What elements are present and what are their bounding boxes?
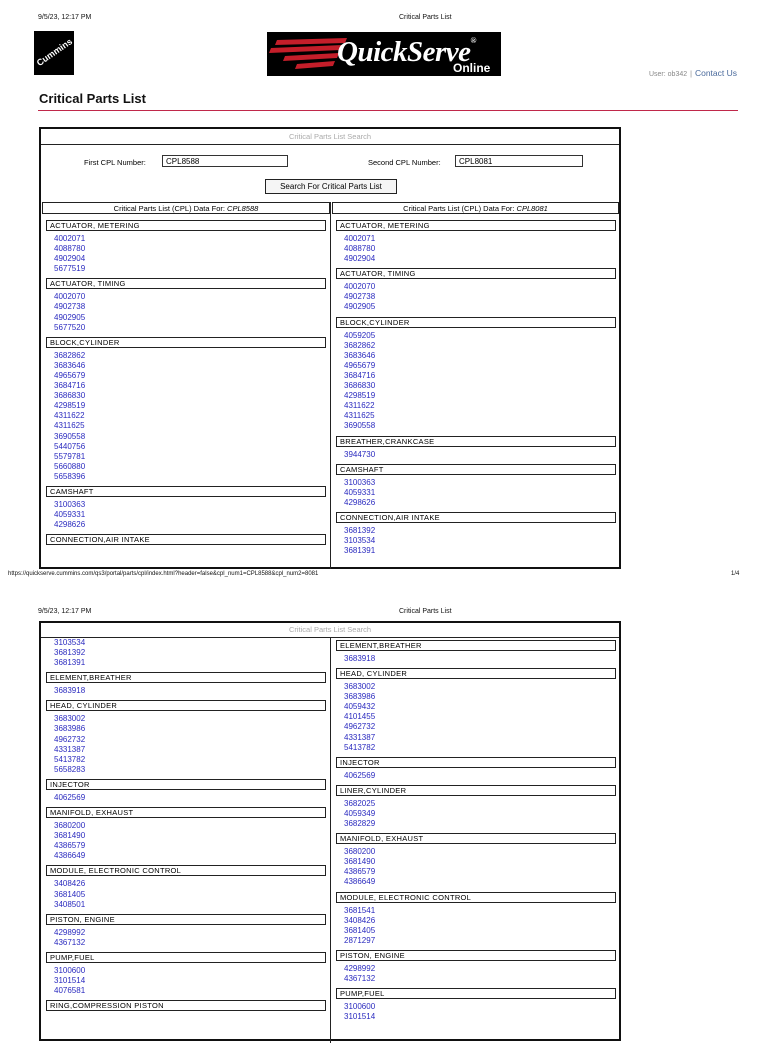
part-number-link[interactable]: 4386579	[344, 867, 376, 877]
right-cpl-list-page2	[336, 637, 616, 1023]
part-list	[46, 497, 326, 531]
part-number-link[interactable]: 3690558	[344, 421, 376, 431]
category-header: ACTUATOR, TIMING	[336, 268, 616, 279]
part-number-link[interactable]: 5440756	[54, 441, 86, 451]
quickserve-logo-text: QuickServe	[337, 36, 471, 68]
part-number-link[interactable]: 3681391	[344, 546, 376, 556]
part-number-link[interactable]: 3100363	[344, 477, 376, 487]
part-number-link[interactable]: 4902904	[54, 254, 86, 264]
part-number-link[interactable]: 4059205	[344, 330, 376, 340]
part-number-link[interactable]: 4298626	[54, 520, 86, 530]
part-number-link[interactable]: 4311622	[54, 411, 85, 421]
part-number-link[interactable]: 4386579	[54, 841, 86, 851]
part-number-link[interactable]: 4962732	[54, 734, 86, 744]
part-number-link[interactable]: 3408426	[54, 879, 86, 889]
cummins-logo[interactable]	[34, 31, 74, 75]
search-cpl-button[interactable]: Search For Critical Parts List	[265, 179, 397, 194]
part-number-link[interactable]: 4002070	[54, 292, 86, 302]
column-divider	[330, 202, 331, 569]
part-number-link[interactable]: 4298519	[344, 391, 376, 401]
column-header-prefix: Critical Parts List (CPL) Data For:	[403, 204, 515, 213]
part-list	[46, 925, 326, 949]
left-cpl-number: CPL8588	[227, 204, 259, 213]
search-frame-title-page2: Critical Parts List Search	[41, 623, 619, 638]
part-number-link[interactable]: 3100363	[54, 499, 86, 509]
category-header: HEAD, CYLINDER	[336, 668, 616, 679]
part-number-link[interactable]: 3103534	[54, 638, 86, 647]
part-list	[336, 679, 616, 754]
part-number-link[interactable]: 3680200	[344, 847, 376, 857]
part-number-link[interactable]: 3683986	[344, 692, 376, 702]
part-number-link[interactable]: 3100600	[54, 965, 86, 975]
part-number-link[interactable]: 4059349	[344, 808, 376, 818]
part-number-link[interactable]: 3682829	[344, 819, 376, 829]
part-number-link[interactable]: 4088780	[344, 244, 376, 254]
part-number-link[interactable]: 4076581	[54, 986, 86, 996]
part-list	[46, 818, 326, 862]
part-number-link[interactable]: 4902904	[344, 254, 376, 264]
right-cpl-list	[336, 217, 616, 557]
left-cpl-list-continued	[46, 637, 326, 1011]
cpl-search-frame	[39, 127, 621, 569]
category-header: BREATHER,CRANKCASE	[336, 436, 616, 447]
part-list	[336, 447, 616, 461]
right-cpl-number: CPL8081	[516, 204, 548, 213]
contact-us-link[interactable]: Contact Us	[694, 68, 737, 78]
part-number-link[interactable]: 4902905	[54, 312, 86, 322]
column-divider-page2	[330, 637, 331, 1043]
user-label: User: ob342	[648, 71, 688, 78]
part-list	[336, 796, 616, 830]
part-number-link[interactable]: 4002071	[344, 234, 376, 243]
part-number-link[interactable]: 3944730	[344, 449, 376, 459]
part-list	[46, 348, 326, 483]
part-number-link[interactable]: 3681392	[344, 525, 376, 535]
part-number-link[interactable]: 4059331	[54, 510, 86, 520]
part-list	[336, 999, 616, 1023]
part-number-link[interactable]: 4386649	[344, 877, 376, 887]
part-number-link[interactable]: 3682862	[54, 350, 86, 360]
quickserve-online-logo[interactable]	[267, 32, 501, 76]
part-number-link[interactable]: 4298626	[344, 497, 376, 507]
category-header: BLOCK,CYLINDER	[336, 317, 616, 328]
part-list	[46, 711, 326, 776]
part-number-link[interactable]: 5660880	[54, 461, 86, 471]
part-list	[336, 903, 616, 947]
part-list	[336, 844, 616, 888]
category-header: MODULE, ELECTRONIC CONTROL	[336, 892, 616, 903]
category-header: HEAD, CYLINDER	[46, 700, 326, 711]
page-number: 1/4	[731, 571, 740, 577]
registered-mark: ®	[470, 36, 477, 45]
category-header: ELEMENT,BREATHER	[46, 672, 326, 683]
part-number-link[interactable]: 5658396	[54, 471, 86, 481]
part-number-link[interactable]: 4059331	[344, 487, 376, 497]
part-list	[336, 651, 616, 665]
category-header: CONNECTION,AIR INTAKE	[336, 512, 616, 523]
part-number-link[interactable]: 4059432	[344, 702, 376, 712]
part-number-link[interactable]: 3682862	[344, 340, 376, 350]
print-datetime-page2: 9/5/23, 12:17 PM	[38, 608, 92, 615]
part-number-link[interactable]: 3680200	[54, 821, 86, 831]
category-header: CAMSHAFT	[46, 486, 326, 497]
part-list	[46, 963, 326, 997]
print-title-page2: Critical Parts List	[399, 608, 452, 615]
part-number-link[interactable]: 2871297	[344, 935, 376, 945]
continued-part-list	[46, 637, 326, 669]
first-cpl-label: First CPL Number:	[84, 158, 146, 167]
part-number-link[interactable]: 4386649	[54, 851, 86, 861]
part-number-link[interactable]: 5579781	[54, 451, 86, 461]
part-list	[336, 231, 616, 265]
part-list	[336, 279, 616, 313]
part-list	[336, 475, 616, 509]
part-list	[46, 876, 326, 910]
part-number-link[interactable]: 4062569	[54, 792, 86, 802]
category-header: ACTUATOR, METERING	[336, 220, 616, 231]
part-number-link[interactable]: 5677519	[54, 264, 86, 274]
part-number-link[interactable]: 3683918	[344, 654, 376, 663]
part-number-link[interactable]: 3681391	[54, 658, 86, 668]
part-number-link[interactable]: 3682025	[344, 798, 376, 808]
part-number-link[interactable]: 3101514	[344, 1012, 376, 1022]
part-number-link[interactable]: 3681405	[54, 889, 86, 899]
part-number-link[interactable]: 4902738	[54, 302, 86, 312]
part-number-link[interactable]: 3683646	[54, 360, 86, 370]
first-cpl-input[interactable]	[162, 155, 288, 167]
part-number-link[interactable]: 4902905	[344, 302, 376, 312]
part-number-link[interactable]: 3683646	[344, 350, 376, 360]
part-number-link[interactable]: 4298519	[54, 401, 86, 411]
category-header: PISTON, ENGINE	[336, 950, 616, 961]
category-header: BLOCK,CYLINDER	[46, 337, 326, 348]
print-datetime: 9/5/23, 12:17 PM	[38, 14, 92, 21]
category-header: PISTON, ENGINE	[46, 914, 326, 925]
category-header: ACTUATOR, TIMING	[46, 278, 326, 289]
category-header: PUMP,FUEL	[336, 988, 616, 999]
part-number-link[interactable]: 5413782	[344, 742, 376, 752]
part-number-link[interactable]: 4298992	[54, 927, 86, 937]
print-title: Critical Parts List	[399, 14, 452, 21]
second-cpl-input[interactable]	[455, 155, 583, 167]
category-header: RING,COMPRESSION PISTON	[46, 1000, 326, 1011]
category-header: PUMP,FUEL	[46, 952, 326, 963]
second-cpl-label: Second CPL Number:	[368, 158, 441, 167]
part-number-link[interactable]: 5413782	[54, 754, 86, 764]
part-number-link[interactable]: 5677520	[54, 322, 86, 332]
left-column-header	[42, 202, 330, 214]
part-number-link[interactable]: 4902738	[344, 292, 376, 302]
category-header: INJECTOR	[336, 757, 616, 768]
title-divider	[38, 110, 738, 111]
category-header: CONNECTION,AIR INTAKE	[46, 534, 326, 545]
part-number-link[interactable]: 3408426	[344, 915, 376, 925]
part-number-link[interactable]: 3100600	[344, 1002, 376, 1012]
left-cpl-list	[46, 217, 326, 545]
part-number-link[interactable]: 5658283	[54, 764, 86, 774]
part-number-link[interactable]: 3101514	[54, 975, 86, 985]
category-header: LINER,CYLINDER	[336, 785, 616, 796]
part-number-link[interactable]: 4311625	[54, 421, 85, 431]
part-number-link[interactable]: 4002071	[54, 234, 86, 243]
page-title: Critical Parts List	[39, 91, 146, 106]
part-number-link[interactable]: 4311625	[344, 411, 375, 421]
right-column-header	[332, 202, 619, 214]
category-header: CAMSHAFT	[336, 464, 616, 475]
part-number-link[interactable]: 4298992	[344, 963, 376, 973]
part-list	[336, 961, 616, 985]
search-frame-title: Critical Parts List Search	[41, 129, 619, 145]
part-number-link[interactable]: 4965679	[344, 360, 376, 370]
part-list	[336, 768, 616, 782]
part-number-link[interactable]: 4002070	[344, 282, 376, 292]
part-number-link[interactable]: 3686830	[54, 391, 86, 401]
online-logo-text: Online	[453, 61, 491, 75]
part-number-link[interactable]: 4331387	[344, 732, 376, 742]
category-header: MANIFOLD, EXHAUST	[336, 833, 616, 844]
part-number-link[interactable]: 3681490	[54, 831, 86, 841]
part-number-link[interactable]: 4965679	[54, 370, 86, 380]
cpl-search-frame-page2	[39, 621, 621, 1041]
part-number-link[interactable]: 4088780	[54, 244, 86, 254]
part-number-link[interactable]: 3683002	[54, 714, 86, 724]
part-number-link[interactable]: 3686830	[344, 381, 376, 391]
part-list	[336, 328, 616, 433]
part-number-link[interactable]: 3408501	[54, 899, 86, 909]
category-header: ELEMENT,BREATHER	[336, 640, 616, 651]
part-list	[46, 289, 326, 333]
print-url: https://quickserve.cummins.com/qs3/portal/parts/cpl/index.html?header=false&cpl_num1=CPL8588&cpl_num2=8081	[8, 571, 319, 577]
part-number-link[interactable]: 3683986	[54, 724, 86, 734]
part-number-link[interactable]: 4101455	[344, 712, 376, 722]
part-number-link[interactable]: 4962732	[344, 722, 376, 732]
category-header: MODULE, ELECTRONIC CONTROL	[46, 865, 326, 876]
cummins-logo-text: Cummins	[34, 36, 74, 69]
part-number-link[interactable]: 3681541	[344, 905, 376, 915]
part-number-link[interactable]: 3681405	[344, 925, 376, 935]
category-header: INJECTOR	[46, 779, 326, 790]
part-number-link[interactable]: 3681392	[54, 648, 86, 658]
part-number-link[interactable]: 3690558	[54, 431, 86, 441]
part-number-link[interactable]: 3684716	[344, 370, 376, 380]
part-list	[336, 523, 616, 557]
category-header: MANIFOLD, EXHAUST	[46, 807, 326, 818]
part-list	[46, 683, 326, 697]
part-number-link[interactable]: 3684716	[54, 381, 86, 391]
part-number-link[interactable]: 4311622	[344, 401, 375, 411]
part-number-link[interactable]: 3683002	[344, 682, 376, 692]
user-separator: |	[690, 71, 692, 78]
part-number-link[interactable]: 3683918	[54, 686, 86, 696]
user-bar	[649, 68, 737, 78]
part-number-link[interactable]: 4367132	[54, 937, 86, 947]
part-number-link[interactable]: 4331387	[54, 744, 86, 754]
part-number-link[interactable]: 4062569	[344, 770, 376, 780]
part-number-link[interactable]: 4367132	[344, 973, 376, 983]
part-number-link[interactable]: 3103534	[344, 535, 376, 545]
part-list	[46, 231, 326, 275]
part-list	[46, 790, 326, 804]
category-header: ACTUATOR, METERING	[46, 220, 326, 231]
column-header-prefix: Critical Parts List (CPL) Data For:	[113, 204, 225, 213]
part-number-link[interactable]: 3681490	[344, 857, 376, 867]
